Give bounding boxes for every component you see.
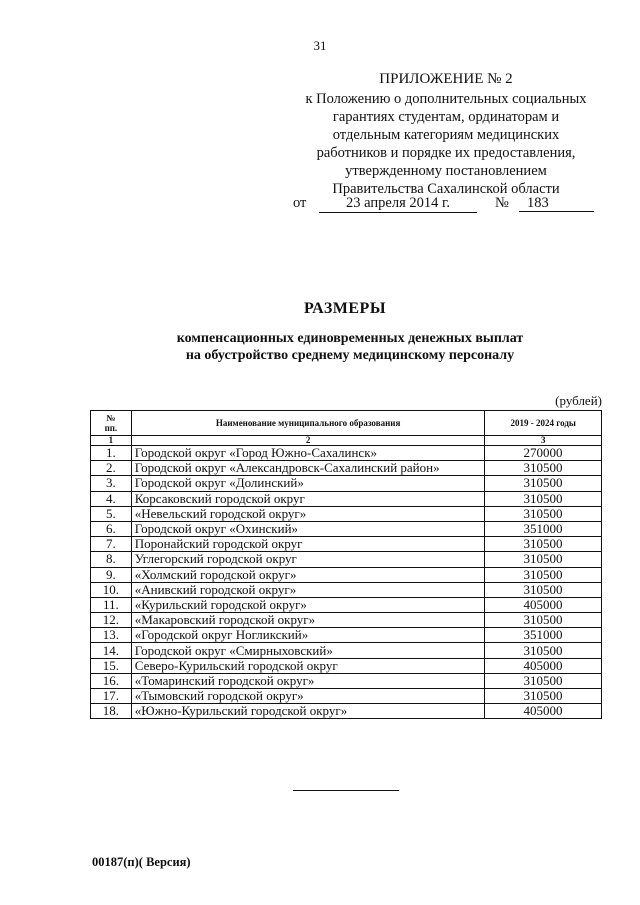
table-row (91, 506, 602, 521)
row-number: 14. (91, 643, 132, 658)
table-row (91, 597, 602, 612)
table-row (91, 673, 602, 688)
payment-amount: 310500 (485, 673, 602, 688)
row-number: 15. (91, 658, 132, 673)
appendix-line: Правительства Сахалинской области (332, 181, 560, 197)
from-label: от (293, 195, 307, 211)
table-row (91, 643, 602, 658)
header-number-line: пп. (104, 423, 118, 433)
row-number: 9. (91, 567, 132, 582)
municipality-name: «Тымовский городской округ» (131, 689, 485, 704)
document-version: ( Версия) (138, 855, 191, 869)
row-number: 18. (91, 704, 132, 719)
footer-code (92, 855, 191, 870)
payment-amount: 310500 (485, 552, 602, 567)
table-row (91, 658, 602, 673)
row-number: 2. (91, 461, 132, 476)
payment-amount: 310500 (485, 476, 602, 491)
table-row (91, 461, 602, 476)
subtitle-line: на обустройство среднему медицинскому персоналу (185, 348, 515, 363)
payment-amount: 270000 (485, 446, 602, 461)
row-number: 16. (91, 673, 132, 688)
row-number: 17. (91, 689, 132, 704)
header-number-line: № (106, 413, 116, 423)
table-row (91, 446, 602, 461)
payment-amount: 310500 (485, 461, 602, 476)
payment-amount: 310500 (485, 582, 602, 597)
payment-amount: 310500 (485, 537, 602, 552)
document-code: 00187(п) (92, 855, 139, 869)
municipality-name: Городской округ «Смирныховский» (131, 643, 485, 658)
table-row (91, 628, 602, 643)
subtitle-line: компенсационных единовременных денежных выплат (176, 331, 524, 346)
municipality-name: «Курильский городской округ» (131, 597, 485, 612)
order-date: 23 апреля 2014 г. (319, 195, 477, 213)
table-row (91, 567, 602, 582)
municipality-name: «Городской округ Ногликский» (131, 628, 485, 643)
order-reference (293, 195, 603, 215)
row-number: 5. (91, 506, 132, 521)
municipality-name: Северо-Курильский городской округ (131, 658, 485, 673)
table-row (91, 476, 602, 491)
table-row (91, 537, 602, 552)
municipality-name: «Томаринский городской округ» (131, 673, 485, 688)
payment-amount: 310500 (485, 506, 602, 521)
row-number: 8. (91, 552, 132, 567)
municipality-name: Городской округ «Долинский» (131, 476, 485, 491)
row-number: 11. (91, 597, 132, 612)
municipality-name: «Невельский городской округ» (131, 506, 485, 521)
header-years: 2019 - 2024 годы (485, 411, 602, 436)
header-number (91, 411, 132, 436)
payment-amount: 351000 (485, 628, 602, 643)
payment-amount: 310500 (485, 567, 602, 582)
table-row (91, 689, 602, 704)
appendix-line: работников и порядке их предоставления, (316, 145, 576, 161)
payment-amount: 405000 (485, 658, 602, 673)
appendix-line: отдельным категориям медицинских (332, 127, 560, 143)
table-row (91, 704, 602, 719)
page-number: 31 (313, 38, 327, 53)
municipality-name: «Холмский городской округ» (131, 567, 485, 582)
table-row (91, 552, 602, 567)
row-number: 3. (91, 476, 132, 491)
table-header-row (91, 411, 602, 436)
table-row (91, 521, 602, 536)
row-number: 12. (91, 613, 132, 628)
signature-line (293, 790, 399, 791)
payment-amount: 310500 (485, 613, 602, 628)
municipality-name: Городской округ «Александровск-Сахалинский район» (131, 461, 485, 476)
appendix-title: ПРИЛОЖЕНИЕ № 2 (379, 71, 513, 87)
payment-amount: 310500 (485, 491, 602, 506)
municipality-name: «Южно-Курильский городской округ» (131, 704, 485, 719)
municipality-name: Поронайский городской округ (131, 537, 485, 552)
row-number: 1. (91, 446, 132, 461)
row-number: 10. (91, 582, 132, 597)
municipality-name: Городской округ «Охинский» (131, 521, 485, 536)
appendix-block (290, 70, 602, 198)
appendix-line: к Положению о дополнительных социальных (305, 91, 587, 107)
header-name: Наименование муниципального образования (131, 411, 485, 436)
number-label: № (495, 195, 509, 211)
table-row (91, 613, 602, 628)
municipality-name: Городской округ «Город Южно-Сахалинск» (131, 446, 485, 461)
column-number: 1 (91, 436, 132, 446)
column-number-row (91, 436, 602, 446)
document-title: РАЗМЕРЫ (303, 300, 387, 317)
table-row (91, 582, 602, 597)
units-label: (рублей) (555, 393, 602, 408)
municipality-name: «Анивский городской округ» (131, 582, 485, 597)
payment-amount: 351000 (485, 521, 602, 536)
municipality-name: Углегорский городской округ (131, 552, 485, 567)
payment-amount: 310500 (485, 643, 602, 658)
order-number: 183 (519, 195, 594, 212)
table-row (91, 491, 602, 506)
payment-amount: 405000 (485, 597, 602, 612)
row-number: 6. (91, 521, 132, 536)
row-number: 4. (91, 491, 132, 506)
municipality-name: Корсаковский городской округ (131, 491, 485, 506)
table-body (91, 446, 602, 719)
payment-amount: 310500 (485, 689, 602, 704)
row-number: 13. (91, 628, 132, 643)
column-number: 3 (485, 436, 602, 446)
column-number: 2 (131, 436, 485, 446)
row-number: 7. (91, 537, 132, 552)
payment-amount: 405000 (485, 704, 602, 719)
appendix-line: утвержденному постановлением (345, 163, 547, 179)
payments-table (90, 410, 602, 719)
municipality-name: «Макаровский городской округ» (131, 613, 485, 628)
appendix-line: гарантиях студентам, ординаторам и (332, 109, 560, 125)
document-subtitle (60, 330, 640, 364)
